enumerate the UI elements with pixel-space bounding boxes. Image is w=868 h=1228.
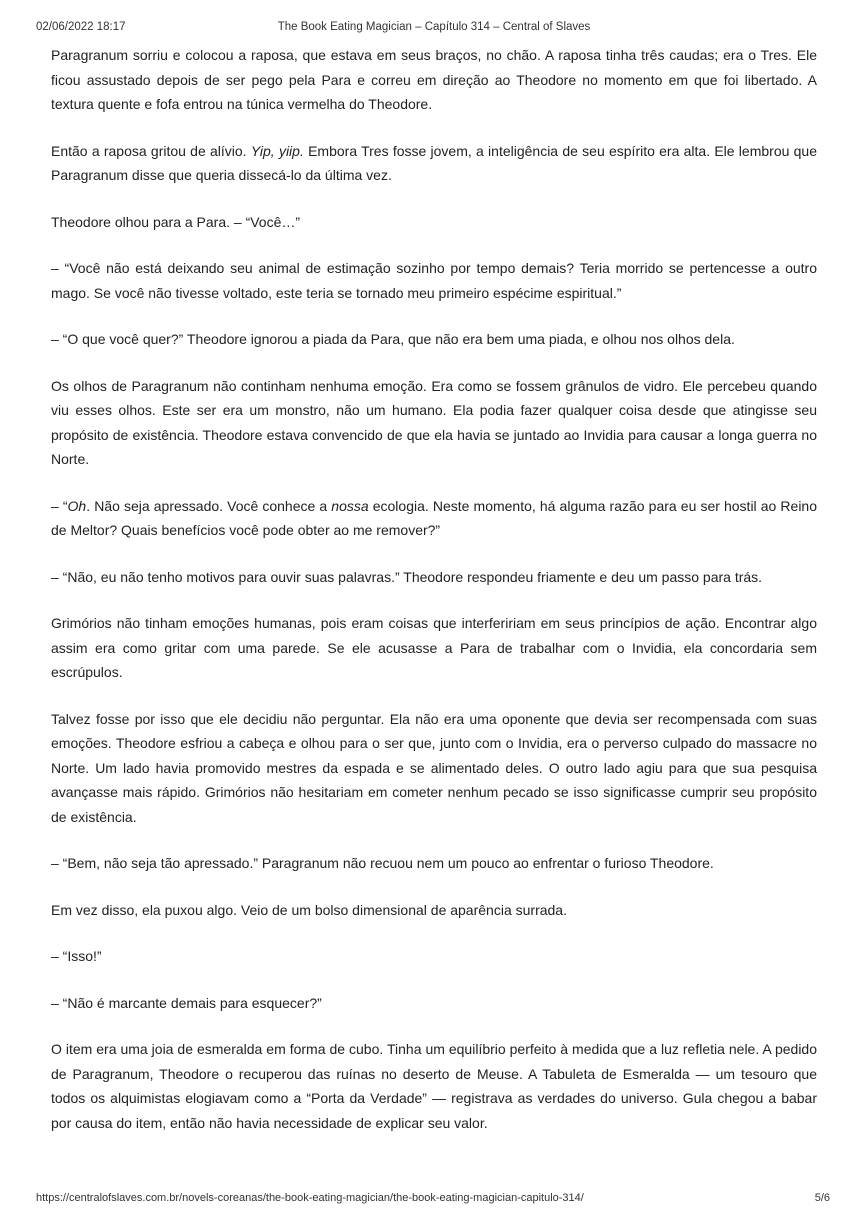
- print-datetime: 02/06/2022 18:17: [36, 21, 126, 33]
- paragraph-text: – “Você não está deixando seu animal de estimação sozinho por tempo demais? Teria morrido se pertencesse a outro mago. Se você não tivesse voltado, este teria se tornado meu primeiro espécime espiritual.”: [51, 260, 817, 301]
- paragraph-text: O item era uma joia de esmeralda em forma de cubo. Tinha um equilíbrio perfeito à medida que a luz refletia nele. A pedido de Paragranum, Theodore o recuperou das ruínas no deserto de Meuse. A Tabuleta de Esmeralda — um tesouro que todos os alquimistas elogiavam como a “Porta da Verdade” — registrava as verdades do universo. Gula chegou a babar por causa do item, então não havia necessidade de explicar seu valor.: [51, 1041, 817, 1131]
- italic-text: Oh: [67, 497, 87, 514]
- paragraph-text: – “O que você quer?” Theodore ignorou a piada da Para, que não era bem uma piada, e olhou nos olhos dela.: [51, 331, 735, 347]
- paragraph: [51, 991, 817, 1016]
- paragraph: [51, 707, 817, 830]
- paragraph: [51, 43, 817, 117]
- paragraph-text: – “: [51, 497, 68, 514]
- paragraph-text: – “Bem, não seja tão apressado.” Paragranum não recuou nem um pouco ao enfrentar o furioso Theodore.: [51, 855, 714, 871]
- paragraph: [51, 374, 817, 472]
- paragraph: [51, 565, 817, 590]
- paragraph: [51, 327, 817, 352]
- paragraph-text: – “Não, eu não tenho motivos para ouvir suas palavras.” Theodore respondeu friamente e deu um passo para trás.: [51, 568, 763, 585]
- paragraph-text: Os olhos de Paragranum não continham nenhuma emoção. Era como se fossem grânulos de vidro. Ele percebeu quando viu esses olhos. Este ser era um monstro, não um humano. Ela podia fazer qualquer coisa desde que atingisse seu propósito de existência. Theodore estava convencido de que ela havia se juntado ao Invidia para causar a longa guerra no Norte.: [51, 377, 817, 467]
- paragraph-text: – “Isso!”: [51, 948, 102, 964]
- paragraph: [51, 944, 817, 969]
- paragraph: [51, 898, 817, 923]
- chapter-body: [51, 43, 817, 1157]
- paragraph: [51, 210, 817, 235]
- paragraph-text: ecologia. Neste momento, há alguma razão para eu ser hostil ao Reino de Meltor? Quais benefícios você pode obter ao me remover?”: [51, 497, 818, 538]
- paragraph: [51, 851, 817, 876]
- paragraph: [51, 1037, 817, 1135]
- paragraph-text: Em vez disso, ela puxou algo. Veio de um bolso dimensional de aparência surrada.: [51, 901, 567, 918]
- paragraph-text: Então a raposa gritou de alívio.: [51, 142, 251, 159]
- page-number: 5/6: [814, 1192, 830, 1204]
- italic-text: Yip, yiip.: [250, 142, 304, 159]
- italic-text: nossa: [331, 497, 369, 514]
- paragraph-text: . Não seja apressado. Você conhece a: [86, 497, 332, 514]
- paragraph-text: Talvez fosse por isso que ele decidiu não perguntar. Ela não era uma oponente que devia ser recompensada com suas emoções. Theodore esfriou a cabeça e olhou para o ser que, junto com o Invidia, era o perverso culpado do massacre no Norte. Um lado havia promovido mestres da espada e se alimentado deles. O outro lado agiu para que sua pesquisa avançasse mais rápido. Grimórios não hesitariam em cometer nenhum pecado se isso significasse cumprir seu propósito de existência.: [51, 710, 817, 825]
- page-url: https://centralofslaves.com.br/novels-coreanas/the-book-eating-magician/the-book-eating-magician-capitulo-314/: [36, 1192, 584, 1204]
- paragraph: [51, 611, 817, 685]
- page-title: The Book Eating Magician – Capítulo 314 – Central of Slaves: [277, 21, 591, 33]
- paragraph: [51, 139, 817, 188]
- paragraph-text: Theodore olhou para a Para. – “Você…”: [51, 213, 301, 230]
- paragraph: [51, 256, 817, 305]
- paragraph: [51, 494, 817, 543]
- paragraph-text: Embora Tres fosse jovem, a inteligência de seu espírito era alta. Ele lembrou que Paragranum disse que queria dissecá-lo da última vez.: [51, 142, 817, 183]
- paragraph-text: – “Não é marcante demais para esquecer?”: [51, 994, 322, 1011]
- paragraph-text: Paragranum sorriu e colocou a raposa, que estava em seus braços, no chão. A raposa tinha três caudas; era o Tres. Ele ficou assustado depois de ser pego pela Para e correu em direção ao Theodore no momento em que foi libertado. A textura quente e fofa entrou na túnica vermelha do Theodore.: [51, 47, 817, 112]
- paragraph-text: Grimórios não tinham emoções humanas, pois eram coisas que interfeririam em seus princípios de ação. Encontrar algo assim era como gritar com uma parede. Se ele acusasse a Para de trabalhar com o Invidia, ela concordaria sem escrúpulos.: [51, 615, 817, 680]
